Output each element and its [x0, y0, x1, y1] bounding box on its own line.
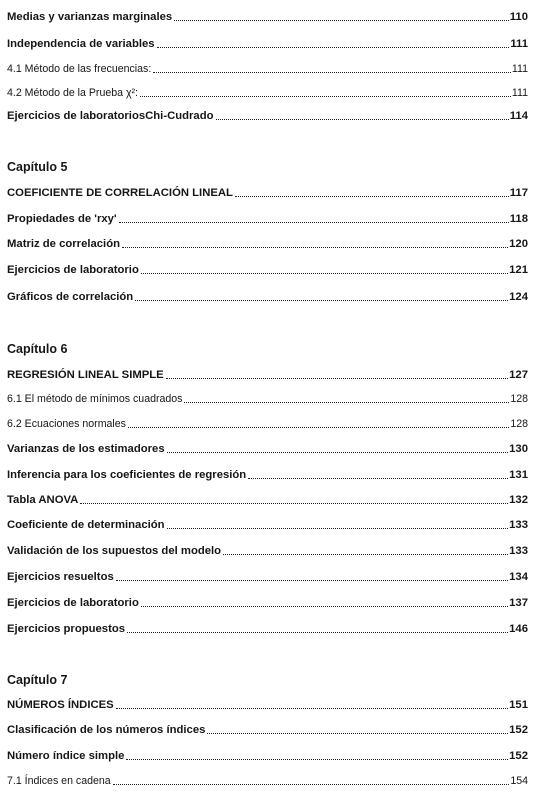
toc-entry-page: 130 [509, 443, 528, 455]
toc-entry[interactable] [7, 37, 528, 51]
toc-entry-title: 7.1 Índices en cadena [7, 775, 111, 787]
toc-entry-page: 128 [510, 393, 528, 405]
toc-entry[interactable] [7, 723, 528, 737]
toc-entry[interactable] [7, 10, 528, 24]
toc-entry[interactable] [7, 86, 528, 100]
toc-entry-title: Gráficos de correlación [7, 291, 134, 303]
toc-entry-page: 133 [509, 519, 528, 531]
dot-leader [128, 427, 509, 428]
toc-entry-page: 146 [509, 623, 528, 635]
dot-leader [207, 733, 508, 734]
toc-entry-page: 111 [511, 63, 528, 75]
toc-entry[interactable] [7, 263, 528, 277]
dot-leader [135, 300, 508, 301]
toc-entry[interactable] [7, 622, 528, 636]
dot-leader [116, 708, 508, 709]
toc-entry[interactable] [7, 749, 528, 763]
toc-entry[interactable] [7, 212, 528, 226]
toc-entry-title: Propiedades de 'rxy' [7, 213, 117, 225]
toc-entry[interactable] [7, 62, 528, 76]
dot-leader [223, 554, 508, 555]
dot-leader [141, 606, 508, 607]
dot-leader [80, 503, 508, 504]
toc-entry[interactable] [7, 290, 528, 304]
toc-entry-title: Ejercicios de laboratorio [7, 264, 139, 276]
dot-leader [140, 96, 511, 97]
dot-leader [122, 247, 508, 248]
toc-entry[interactable] [7, 109, 528, 123]
toc-entry-page: 151 [509, 699, 528, 711]
toc-entry-page: 114 [509, 110, 528, 122]
toc-entry-title: Coeficiente de determinación [7, 519, 165, 531]
dot-leader [235, 196, 509, 197]
toc-entry[interactable] [7, 544, 528, 558]
toc-entry-page: 120 [509, 238, 528, 250]
toc-entry[interactable] [7, 493, 528, 507]
toc-entry[interactable] [7, 774, 528, 788]
toc-entry-title: Ejercicios propuestos [7, 623, 126, 635]
dot-leader [127, 632, 508, 633]
toc-entry-page: 154 [510, 775, 528, 787]
chapter-heading: Capítulo 7 [7, 673, 68, 687]
dot-leader [174, 20, 509, 21]
dot-leader [184, 402, 509, 403]
dot-leader [116, 580, 508, 581]
toc-entry-title: Inferencia para los coeficientes de regresión [7, 469, 247, 481]
toc-entry-title: COEFICIENTE DE CORRELACIÓN LINEAL [7, 187, 233, 199]
toc-entry-title: Matriz de correlación [7, 238, 121, 250]
dot-leader [153, 72, 511, 73]
toc-entry-page: 131 [509, 469, 528, 481]
toc-entry[interactable] [7, 442, 528, 456]
dot-leader [126, 759, 508, 760]
toc-entry-page: 124 [509, 291, 528, 303]
dot-leader [119, 222, 509, 223]
toc-entry-title: Ejercicios de laboratoriosChi-Cudrado [7, 110, 214, 122]
toc-entry-page: 111 [510, 38, 528, 50]
toc-entry-title: Medias y varianzas marginales [7, 11, 173, 23]
chapter-heading: Capítulo 6 [7, 342, 68, 356]
toc-entry[interactable] [7, 698, 528, 712]
dot-leader [248, 478, 508, 479]
toc-entry-title: 4.2 Método de la Prueba χ²: [7, 87, 138, 99]
toc-entry-page: 121 [509, 264, 528, 276]
toc-entry-page: 152 [509, 750, 528, 762]
toc-entry[interactable] [7, 368, 528, 382]
toc-entry-title: NÚMEROS ÍNDICES [7, 699, 114, 711]
toc-entry-title: Clasificación de los números índices [7, 724, 206, 736]
toc-entry-title: Varianzas de los estimadores [7, 443, 165, 455]
toc-entry[interactable] [7, 392, 528, 406]
toc-entry[interactable] [7, 518, 528, 532]
toc-entry-title: 6.2 Ecuaciones normales [7, 418, 126, 430]
toc-entry-title: Número índice simple [7, 750, 125, 762]
dot-leader [167, 528, 509, 529]
dot-leader [216, 119, 509, 120]
toc-entry[interactable] [7, 570, 528, 584]
toc-entry-title: Independencia de variables [7, 38, 155, 50]
toc-entry[interactable] [7, 186, 528, 200]
toc-entry-page: 110 [509, 11, 528, 23]
toc-entry-title: 6.1 El método de mínimos cuadrados [7, 393, 183, 405]
chapter-heading: Capítulo 5 [7, 160, 68, 174]
toc-entry-title: Validación de los supuestos del modelo [7, 545, 222, 557]
toc-entry-page: 133 [509, 545, 528, 557]
toc-entry-page: 118 [509, 213, 528, 225]
toc-entry-page: 152 [509, 724, 528, 736]
toc-entry-page: 127 [509, 369, 528, 381]
toc-entry[interactable] [7, 596, 528, 610]
dot-leader [167, 452, 509, 453]
toc-entry[interactable] [7, 417, 528, 431]
toc-entry-title: Tabla ANOVA [7, 494, 79, 506]
toc-entry-page: 111 [511, 87, 528, 99]
dot-leader [141, 273, 508, 274]
toc-entry-page: 134 [509, 571, 528, 583]
toc-entry-title: Ejercicios resueltos [7, 571, 114, 583]
toc-entry-title: Ejercicios de laboratorio [7, 597, 139, 609]
dot-leader [166, 378, 508, 379]
toc-entry-title: REGRESIÓN LINEAL SIMPLE [7, 369, 164, 381]
toc-entry-page: 128 [510, 418, 528, 430]
toc-entry-page: 137 [509, 597, 528, 609]
dot-leader [157, 47, 510, 48]
toc-entry[interactable] [7, 468, 528, 482]
toc-entry-title: 4.1 Método de las frecuencias: [7, 63, 152, 75]
toc-entry-page: 132 [509, 494, 528, 506]
toc-entry[interactable] [7, 237, 528, 251]
toc-entry-page: 117 [509, 187, 528, 199]
dot-leader [113, 784, 510, 785]
